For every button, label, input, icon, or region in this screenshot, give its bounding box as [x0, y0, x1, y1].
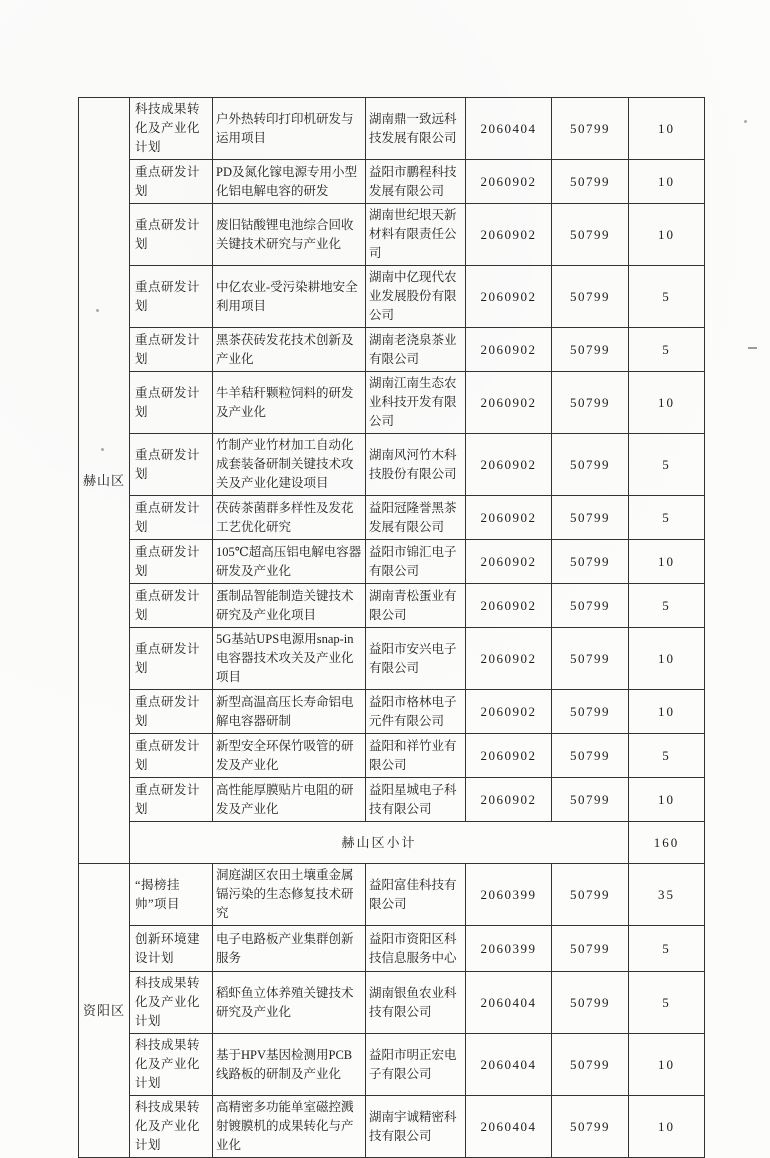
program-code-cell: 2060902 [466, 434, 552, 496]
budget-code-cell: 50799 [552, 1096, 629, 1158]
organization-cell: 湖南老浇泉茶业有限公司 [366, 328, 466, 372]
organization-cell: 益阳和祥竹业有限公司 [366, 734, 466, 778]
program-code-cell: 2060902 [466, 372, 552, 434]
organization-cell: 益阳富佳科技有限公司 [366, 864, 466, 926]
project-title-cell: 稻虾鱼立体养殖关键技术研究及产业化 [213, 972, 366, 1034]
project-title-cell: 牛羊秸秆颗粒饲料的研发及产业化 [213, 372, 366, 434]
table-row [79, 540, 705, 584]
project-title-cell: 中亿农业-受污染耕地安全利用项目 [213, 266, 366, 328]
organization-cell: 益阳市锦汇电子有限公司 [366, 540, 466, 584]
table-row [79, 372, 705, 434]
table-row [79, 584, 705, 628]
table-row [79, 734, 705, 778]
organization-cell: 益阳市鹏程科技发展有限公司 [366, 160, 466, 204]
program-code-cell: 2060902 [466, 204, 552, 266]
plan-type-cell: 重点研发计划 [130, 160, 213, 204]
amount-cell: 10 [629, 778, 705, 822]
plan-type-cell: 创新环境建设计划 [130, 926, 213, 972]
program-code-cell: 2060902 [466, 540, 552, 584]
amount-cell: 10 [629, 204, 705, 266]
scan-speck [744, 120, 747, 123]
amount-cell: 10 [629, 628, 705, 690]
program-code-cell: 2060399 [466, 864, 552, 926]
project-title-cell: 洞庭湖区农田土壤重金属镉污染的生态修复技术研究 [213, 864, 366, 926]
amount-cell: 10 [629, 1034, 705, 1096]
project-title-cell: 茯砖茶菌群多样性及发花工艺优化研究 [213, 496, 366, 540]
scan-speck [96, 309, 99, 312]
amount-cell: 10 [629, 1096, 705, 1158]
organization-cell: 益阳市格林电子元件有限公司 [366, 690, 466, 734]
table-row [79, 1034, 705, 1096]
table-row [79, 328, 705, 372]
plan-type-cell: 重点研发计划 [130, 434, 213, 496]
project-title-cell: 基于HPV基因检测用PCB线路板的研制及产业化 [213, 1034, 366, 1096]
table-row [79, 266, 705, 328]
plan-type-cell: 重点研发计划 [130, 778, 213, 822]
amount-cell: 5 [629, 584, 705, 628]
plan-type-cell: 科技成果转化及产业化计划 [130, 1096, 213, 1158]
amount-cell: 5 [629, 734, 705, 778]
budget-code-cell: 50799 [552, 160, 629, 204]
amount-cell: 5 [629, 434, 705, 496]
region-cell: 赫山区 [79, 98, 130, 864]
plan-type-cell: 重点研发计划 [130, 204, 213, 266]
project-title-cell: 高精密多功能单室磁控溅射镀膜机的成果转化与产业化 [213, 1096, 366, 1158]
organization-cell: 湖南中亿现代农业发展股份有限公司 [366, 266, 466, 328]
amount-cell: 10 [629, 372, 705, 434]
table-row [79, 628, 705, 690]
subtotal-label-cell: 赫山区小计 [130, 822, 629, 864]
project-title-cell: PD及氮化镓电源专用小型化铝电解电容的研发 [213, 160, 366, 204]
organization-cell: 湖南银鱼农业科技有限公司 [366, 972, 466, 1034]
budget-code-cell: 50799 [552, 1034, 629, 1096]
amount-cell: 10 [629, 540, 705, 584]
table-row [79, 864, 705, 926]
budget-code-cell: 50799 [552, 540, 629, 584]
table-row [79, 496, 705, 540]
organization-cell: 益阳冠隆誉黑茶发展有限公司 [366, 496, 466, 540]
project-title-cell: 户外热转印打印机研发与运用项目 [213, 98, 366, 160]
amount-cell: 5 [629, 496, 705, 540]
organization-cell: 湖南江南生态农业科技开发有限公司 [366, 372, 466, 434]
organization-cell: 湖南宇诚精密科技有限公司 [366, 1096, 466, 1158]
amount-cell: 35 [629, 864, 705, 926]
table-body [79, 98, 705, 1158]
project-title-cell: 高性能厚膜贴片电阻的研发及产业化 [213, 778, 366, 822]
program-code-cell: 2060902 [466, 266, 552, 328]
amount-cell: 5 [629, 328, 705, 372]
program-code-cell: 2060902 [466, 628, 552, 690]
program-code-cell: 2060902 [466, 496, 552, 540]
program-code-cell: 2060404 [466, 1096, 552, 1158]
project-title-cell: 5G基站UPS电源用snap-in电容器技术攻关及产业化项目 [213, 628, 366, 690]
project-title-cell: 电子电路板产业集群创新服务 [213, 926, 366, 972]
program-code-cell: 2060902 [466, 160, 552, 204]
organization-cell: 益阳市明正宏电子有限公司 [366, 1034, 466, 1096]
plan-type-cell: 重点研发计划 [130, 690, 213, 734]
organization-cell: 益阳市资阳区科技信息服务中心 [366, 926, 466, 972]
table-row [79, 160, 705, 204]
program-code-cell: 2060404 [466, 98, 552, 160]
plan-type-cell: “揭榜挂帅”项目 [130, 864, 213, 926]
table-row [79, 434, 705, 496]
organization-cell: 湖南风河竹木科技股份有限公司 [366, 434, 466, 496]
budget-code-cell: 50799 [552, 266, 629, 328]
program-code-cell: 2060902 [466, 734, 552, 778]
scan-speck [101, 448, 104, 451]
subtotal-amount-cell: 160 [629, 822, 705, 864]
project-title-cell: 新型高温高压长寿命铝电解电容器研制 [213, 690, 366, 734]
budget-code-cell: 50799 [552, 584, 629, 628]
budget-code-cell: 50799 [552, 434, 629, 496]
amount-cell: 10 [629, 690, 705, 734]
project-title-cell: 蛋制品智能制造关键技术研究及产业化项目 [213, 584, 366, 628]
budget-code-cell: 50799 [552, 328, 629, 372]
budget-code-cell: 50799 [552, 972, 629, 1034]
plan-type-cell: 重点研发计划 [130, 734, 213, 778]
table-row [79, 204, 705, 266]
project-title-cell: 废旧钴酸锂电池综合回收关键技术研究与产业化 [213, 204, 366, 266]
plan-type-cell: 重点研发计划 [130, 628, 213, 690]
plan-type-cell: 科技成果转化及产业化计划 [130, 98, 213, 160]
budget-code-cell: 50799 [552, 778, 629, 822]
plan-type-cell: 科技成果转化及产业化计划 [130, 1034, 213, 1096]
budget-code-cell: 50799 [552, 204, 629, 266]
amount-cell: 5 [629, 266, 705, 328]
budget-code-cell: 50799 [552, 98, 629, 160]
organization-cell: 益阳星城电子科技有限公司 [366, 778, 466, 822]
table-row [79, 972, 705, 1034]
program-code-cell: 2060902 [466, 584, 552, 628]
budget-code-cell: 50799 [552, 496, 629, 540]
amount-cell: 10 [629, 98, 705, 160]
budget-code-cell: 50799 [552, 926, 629, 972]
plan-type-cell: 重点研发计划 [130, 266, 213, 328]
program-code-cell: 2060404 [466, 1034, 552, 1096]
amount-cell: 5 [629, 972, 705, 1034]
scan-speck [748, 347, 757, 349]
program-code-cell: 2060399 [466, 926, 552, 972]
table-row [79, 926, 705, 972]
amount-cell: 5 [629, 926, 705, 972]
project-title-cell: 黑茶茯砖发花技术创新及产业化 [213, 328, 366, 372]
budget-code-cell: 50799 [552, 372, 629, 434]
program-code-cell: 2060902 [466, 690, 552, 734]
budget-code-cell: 50799 [552, 628, 629, 690]
organization-cell: 湖南青松蛋业有限公司 [366, 584, 466, 628]
project-title-cell: 105℃超高压铝电解电容器研发及产业化 [213, 540, 366, 584]
program-code-cell: 2060902 [466, 778, 552, 822]
program-code-cell: 2060902 [466, 328, 552, 372]
organization-cell: 湖南鼎一致远科技发展有限公司 [366, 98, 466, 160]
amount-cell: 10 [629, 160, 705, 204]
table-row [79, 98, 705, 160]
project-title-cell: 新型安全环保竹吸管的研发及产业化 [213, 734, 366, 778]
plan-type-cell: 科技成果转化及产业化计划 [130, 972, 213, 1034]
table-row [79, 1096, 705, 1158]
table-row [79, 690, 705, 734]
plan-type-cell: 重点研发计划 [130, 496, 213, 540]
budget-code-cell: 50799 [552, 734, 629, 778]
table-row [79, 778, 705, 822]
grant-projects-table [78, 97, 705, 1158]
organization-cell: 湖南世纪垠天新材料有限责任公司 [366, 204, 466, 266]
plan-type-cell: 重点研发计划 [130, 328, 213, 372]
subtotal-row [79, 822, 705, 864]
program-code-cell: 2060404 [466, 972, 552, 1034]
plan-type-cell: 重点研发计划 [130, 584, 213, 628]
plan-type-cell: 重点研发计划 [130, 540, 213, 584]
budget-code-cell: 50799 [552, 690, 629, 734]
project-title-cell: 竹制产业竹材加工自动化成套装备研制关键技术攻关及产业化建设项目 [213, 434, 366, 496]
region-cell: 资阳区 [79, 864, 130, 1158]
organization-cell: 益阳市安兴电子有限公司 [366, 628, 466, 690]
budget-code-cell: 50799 [552, 864, 629, 926]
plan-type-cell: 重点研发计划 [130, 372, 213, 434]
